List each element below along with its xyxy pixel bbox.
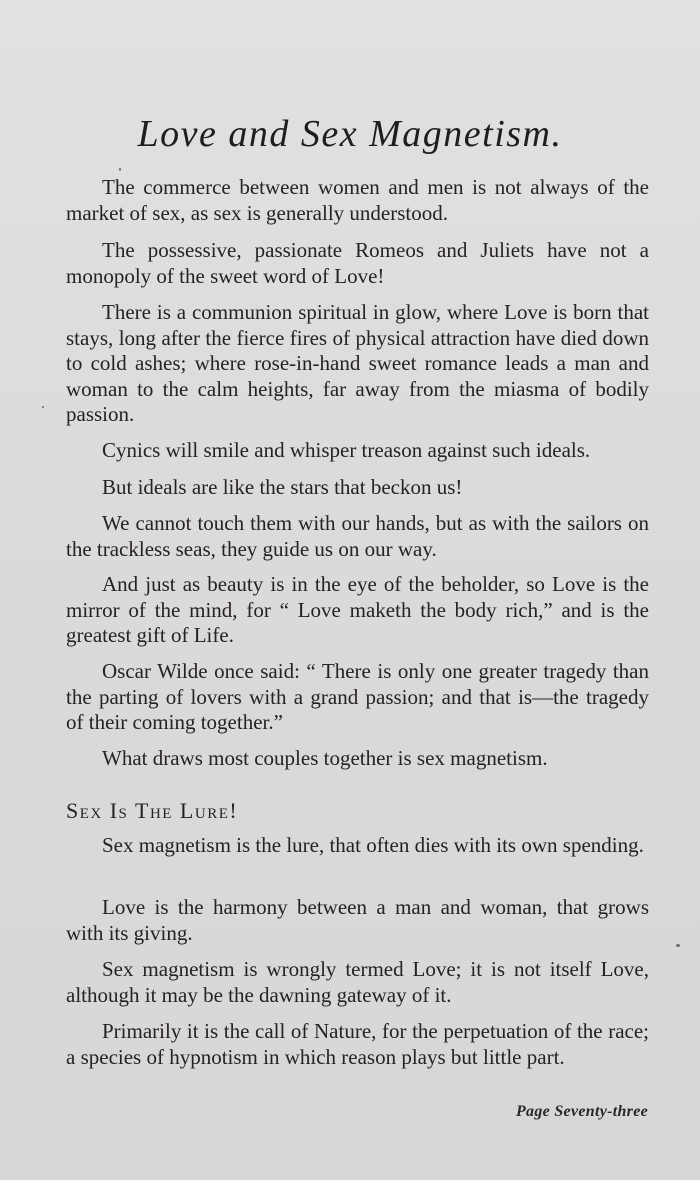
paragraph-9: What draws most couples together is sex magnetism. [102, 746, 548, 770]
paper-speck [119, 168, 121, 171]
paragraph-7: And just as beauty is in the eye of the beholder, so Love is the mirror of the mind, for “ Love maketh the body rich,” and is the greatest gift of Life. [66, 572, 649, 647]
page-number: Page Seventy-three [515, 1103, 648, 1120]
section-paragraph-2: Love is the harmony between a man and woman, that grows with its giving. [66, 895, 649, 945]
paragraph-5: But ideals are like the stars that beckon us! [102, 475, 463, 499]
section-heading: Sex Is The Lure! [66, 798, 239, 823]
paragraph-1: The commerce between women and men is not always of the market of sex, as sex is generally understood. [66, 175, 649, 225]
paper-speck [676, 944, 680, 947]
section-paragraph-4: Primarily it is the call of Nature, for the perpetuation of the race; a species of hypnotism in which reason plays but little part. [66, 1019, 649, 1069]
section-paragraph-3: Sex magnetism is wrongly termed Love; it is not itself Love, although it may be the dawning gateway of it. [66, 957, 649, 1007]
paragraph-6: We cannot touch them with our hands, but as with the sailors on the trackless seas, they guide us on our way. [66, 511, 649, 561]
paragraph-4: Cynics will smile and whisper treason against such ideals. [102, 438, 591, 462]
paper-speck [42, 406, 44, 408]
paragraph-3: There is a communion spiritual in glow, where Love is born that stays, long after the fierce fires of physical attraction have died down to cold ashes; where rose-in-hand sweet romance leads a man and woman to the calm heights, far away from the miasma of bodily passion. [66, 300, 649, 426]
paragraph-2: The possessive, passionate Romeos and Juliets have not a monopoly of the sweet word of Love! [66, 238, 649, 288]
page-title: Love and Sex Magnetism. [137, 113, 563, 155]
section-paragraph-1: Sex magnetism is the lure, that often dies with its own spending. [102, 833, 644, 857]
paragraph-8: Oscar Wilde once said: “ There is only one greater tragedy than the parting of lovers with a grand passion; and that is—the tragedy of their coming together.” [66, 659, 649, 734]
